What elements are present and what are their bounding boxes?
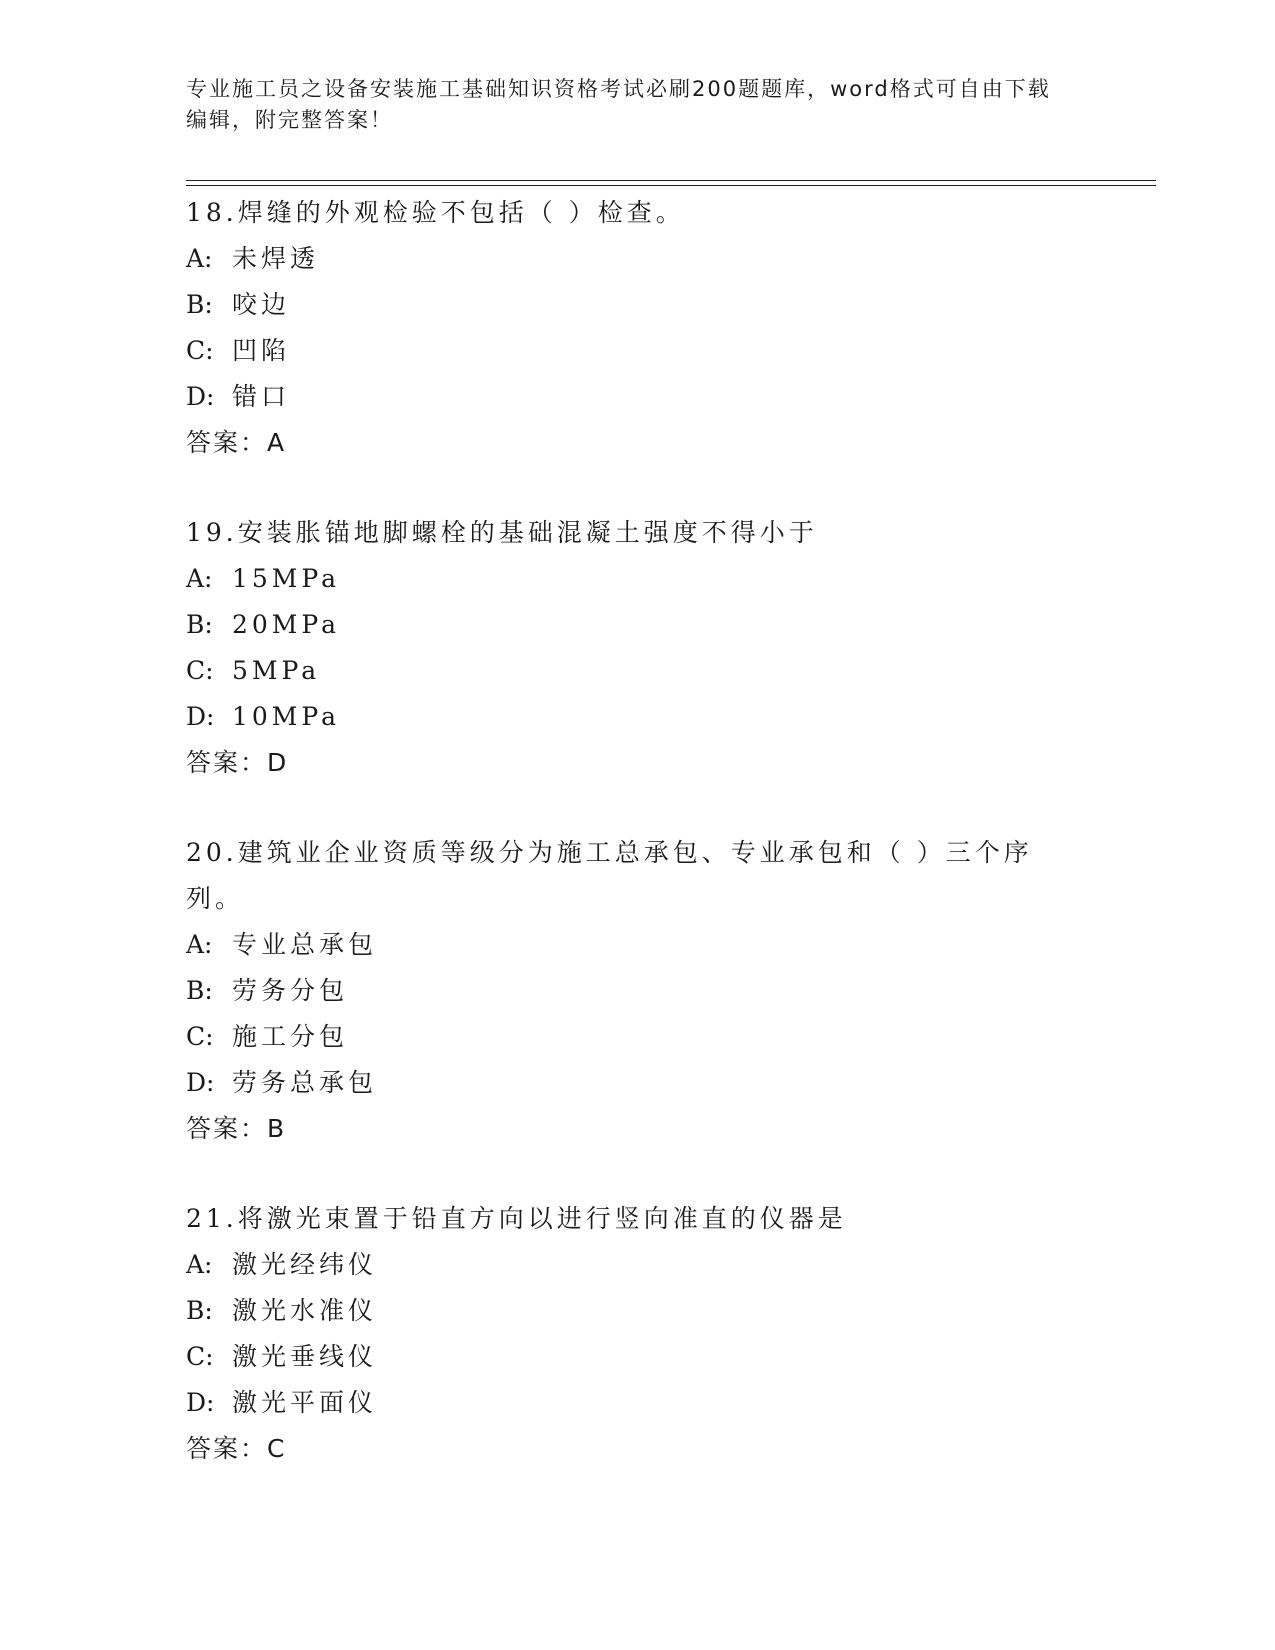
option-a bbox=[186, 922, 1156, 968]
question-list bbox=[186, 190, 1156, 1472]
option-letter: A: bbox=[186, 244, 213, 273]
option-d bbox=[186, 1380, 1156, 1426]
question-18 bbox=[186, 190, 1156, 466]
answer: 答案：D bbox=[186, 748, 289, 777]
document-header: 专业施工员之设备安装施工基础知识资格考试必刷200题题库，word格式可自由下载编辑，附完整答案！ bbox=[186, 77, 1051, 132]
option-letter: D: bbox=[186, 382, 215, 411]
option-b bbox=[186, 1288, 1156, 1334]
option-letter: D: bbox=[186, 702, 215, 731]
option-d bbox=[186, 374, 1156, 420]
option-letter: B: bbox=[186, 290, 213, 319]
option-c bbox=[186, 1334, 1156, 1380]
option-letter: C: bbox=[186, 1342, 214, 1371]
option-a bbox=[186, 556, 1156, 602]
question-stem: 18.焊缝的外观检验不包括（ ）检查。 bbox=[186, 198, 685, 227]
question-19 bbox=[186, 510, 1156, 786]
option-c bbox=[186, 1014, 1156, 1060]
option-text: 未焊透 bbox=[232, 244, 320, 273]
option-text: 激光平面仪 bbox=[232, 1388, 378, 1417]
option-c bbox=[186, 328, 1156, 374]
option-letter: B: bbox=[186, 1296, 213, 1325]
option-letter: B: bbox=[186, 976, 213, 1005]
option-text: 劳务分包 bbox=[232, 976, 349, 1005]
option-text: 激光垂线仪 bbox=[232, 1342, 378, 1371]
option-b bbox=[186, 968, 1156, 1014]
option-letter: A: bbox=[186, 564, 213, 593]
option-text: 凹陷 bbox=[232, 336, 291, 365]
option-text: 错口 bbox=[232, 382, 291, 411]
option-b bbox=[186, 602, 1156, 648]
question-stem: 19.安装胀锚地脚螺栓的基础混凝土强度不得小于 bbox=[186, 518, 818, 547]
option-letter: D: bbox=[186, 1068, 215, 1097]
option-letter: A: bbox=[186, 1250, 213, 1279]
option-a bbox=[186, 1242, 1156, 1288]
document-page bbox=[186, 0, 1156, 1650]
option-letter: C: bbox=[186, 1022, 214, 1051]
option-b bbox=[186, 282, 1156, 328]
question-21 bbox=[186, 1196, 1156, 1472]
header-divider-bottom bbox=[186, 185, 1156, 186]
option-text: 激光水准仪 bbox=[232, 1296, 378, 1325]
option-text: 专业总承包 bbox=[232, 930, 378, 959]
option-d bbox=[186, 694, 1156, 740]
option-letter: D: bbox=[186, 1388, 215, 1417]
option-text: 劳务总承包 bbox=[232, 1068, 378, 1097]
option-letter: C: bbox=[186, 336, 214, 365]
answer: 答案：A bbox=[186, 428, 287, 457]
option-letter: B: bbox=[186, 610, 213, 639]
option-text: 15MPa bbox=[232, 564, 341, 593]
option-text: 20MPa bbox=[232, 610, 341, 639]
option-letter: A: bbox=[186, 930, 213, 959]
option-d bbox=[186, 1060, 1156, 1106]
header-divider-top bbox=[186, 180, 1156, 181]
option-text: 激光经纬仪 bbox=[232, 1250, 378, 1279]
question-stem: 20.建筑业企业资质等级分为施工总承包、专业承包和（ ）三个序列。 bbox=[186, 838, 1033, 913]
answer: 答案：B bbox=[186, 1114, 287, 1143]
question-20 bbox=[186, 830, 1156, 1152]
answer: 答案：C bbox=[186, 1434, 287, 1463]
option-text: 5MPa bbox=[232, 656, 321, 685]
option-text: 10MPa bbox=[232, 702, 341, 731]
question-stem: 21.将激光束置于铅直方向以进行竖向准直的仪器是 bbox=[186, 1204, 847, 1233]
option-a bbox=[186, 236, 1156, 282]
option-letter: C: bbox=[186, 656, 214, 685]
option-text: 咬边 bbox=[232, 290, 291, 319]
option-c bbox=[186, 648, 1156, 694]
option-text: 施工分包 bbox=[232, 1022, 349, 1051]
